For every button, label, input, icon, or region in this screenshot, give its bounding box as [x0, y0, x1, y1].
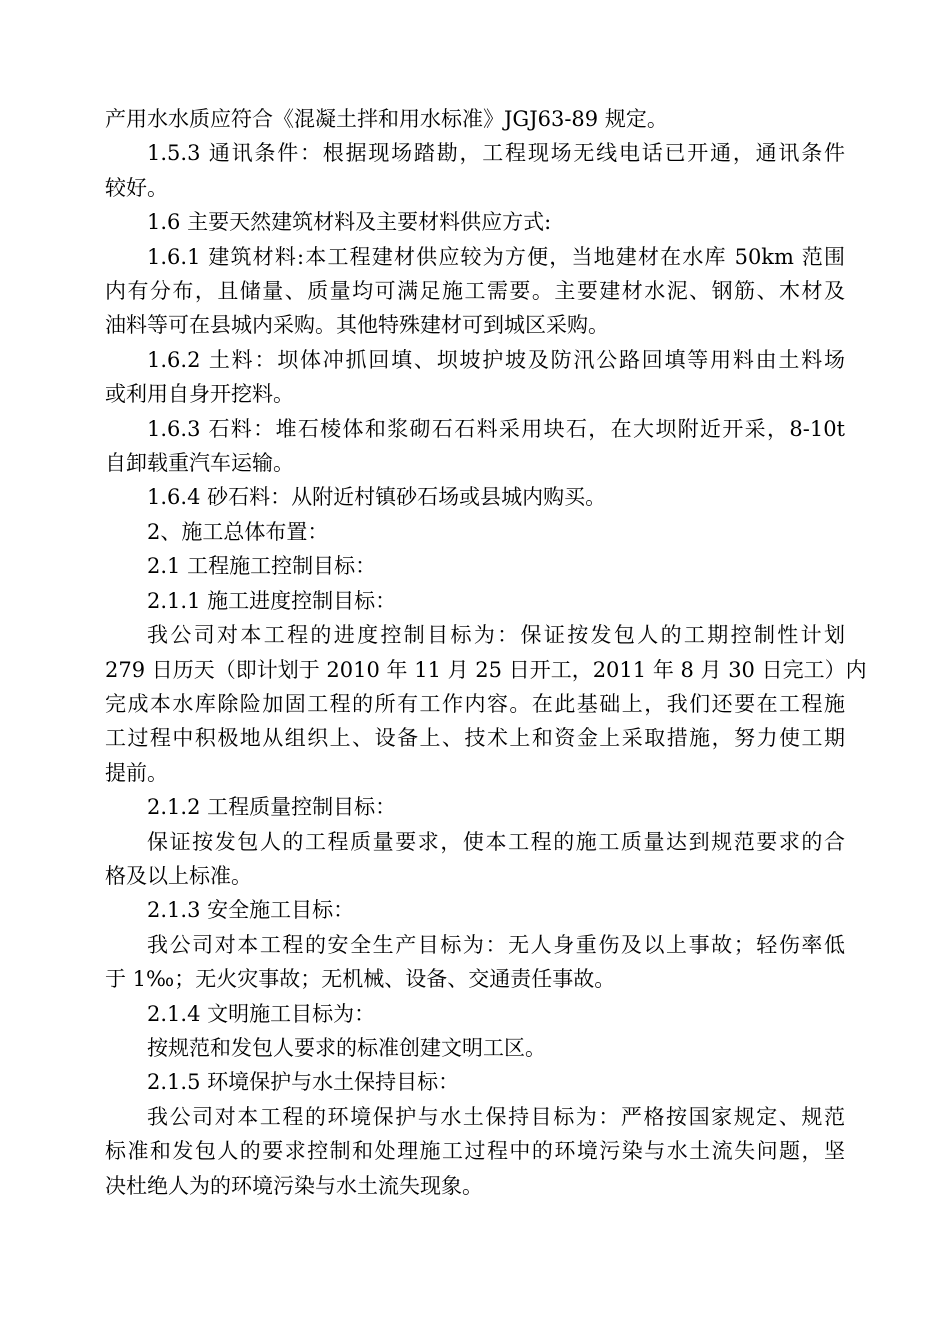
text-line: 我公司对本工程的环境保护与水土保持目标为：严格按国家规定、规范 [147, 1104, 845, 1129]
paragraph [105, 240, 845, 343]
text-line: 2.1.5 环境保护与水土保持目标： [147, 1070, 460, 1095]
paragraph [105, 205, 845, 239]
text-line: 1.5.3 通讯条件：根据现场踏勘，工程现场无线电话已开通，通讯条件 [147, 141, 845, 166]
text-line: 较好。 [105, 175, 168, 200]
paragraph [105, 618, 867, 790]
document-body [105, 102, 867, 1203]
paragraph [105, 343, 845, 412]
paragraph [105, 893, 845, 927]
text-line: 1.6.1 建筑材料:本工程建材供应较为方便，当地建材在水库 50km 范围 [147, 244, 845, 269]
text-line: 1.6.2 土料：坝体冲抓回填、坝坡护坡及防汛公路回填等用料由土料场 [147, 347, 845, 372]
text-line: 油料等可在县城内采购。其他特殊建材可到城区采购。 [105, 313, 609, 338]
text-line: 我公司对本工程的安全生产目标为：无人身重伤及以上事故；轻伤率低 [147, 932, 845, 957]
paragraph [105, 584, 845, 618]
paragraph [105, 1031, 845, 1065]
text-line: 279 日历天（即计划于 2010 年 11 月 25 日开工，2011 年 8 月 30 日完工）内 [105, 657, 867, 682]
paragraph [105, 1065, 845, 1099]
text-line: 提前。 [105, 760, 168, 785]
paragraph [105, 412, 845, 481]
paragraph [105, 136, 845, 205]
text-line: 完成本水库除险加固工程的所有工作内容。在此基础上，我们还要在工程施 [105, 691, 845, 716]
text-line: 决杜绝人为的环境污染与水土流失现象。 [105, 1173, 483, 1198]
text-line: 产用水水质应符合《混凝土拌和用水标准》JGJ63-89 规定。 [105, 107, 668, 131]
text-line: 1.6 主要天然建筑材料及主要材料供应方式: [147, 210, 552, 235]
text-line: 2、施工总体布置： [147, 519, 329, 544]
paragraph [105, 825, 845, 894]
text-line: 保证按发包人的工程质量要求，使本工程的施工质量达到规范要求的合 [147, 829, 845, 854]
text-line: 或利用自身开挖料。 [105, 382, 294, 407]
paragraph [105, 102, 845, 136]
text-line: 内有分布，且储量、质量均可满足施工需要。主要建材水泥、钢筋、木材及 [105, 279, 845, 304]
paragraph [105, 928, 845, 997]
text-line: 标准和发包人的要求控制和处理施工过程中的环境污染与水土流失问题，坚 [105, 1139, 845, 1164]
text-line: 自卸载重汽车运输。 [105, 451, 294, 476]
text-line: 按规范和发包人要求的标准创建文明工区。 [147, 1035, 546, 1060]
text-line: 2.1.4 文明施工目标为： [147, 1001, 376, 1026]
text-line: 2.1.3 安全施工目标： [147, 898, 355, 923]
text-line: 于 1‰；无火灾事故；无机械、设备、交通责任事故。 [105, 967, 616, 992]
paragraph [105, 480, 845, 514]
text-line: 我公司对本工程的进度控制目标为：保证按发包人的工期控制性计划 [147, 623, 845, 648]
paragraph [105, 997, 845, 1031]
text-line: 2.1.1 施工进度控制目标： [147, 588, 397, 613]
text-line: 1.6.4 砂石料：从附近村镇砂石场或县城内购买。 [147, 485, 607, 510]
text-line: 2.1 工程施工控制目标： [147, 554, 377, 579]
text-line: 2.1.2 工程质量控制目标： [147, 795, 397, 820]
text-line: 工过程中积极地从组织上、设备上、技术上和资金上采取措施，努力使工期 [105, 726, 845, 751]
paragraph [105, 1100, 845, 1203]
text-line: 格及以上标准。 [105, 863, 252, 888]
text-line: 1.6.3 石料：堆石棱体和浆砌石石料采用块石，在大坝附近开采，8-10t [147, 416, 845, 441]
paragraph [105, 790, 845, 824]
paragraph [105, 515, 845, 549]
paragraph [105, 549, 845, 583]
